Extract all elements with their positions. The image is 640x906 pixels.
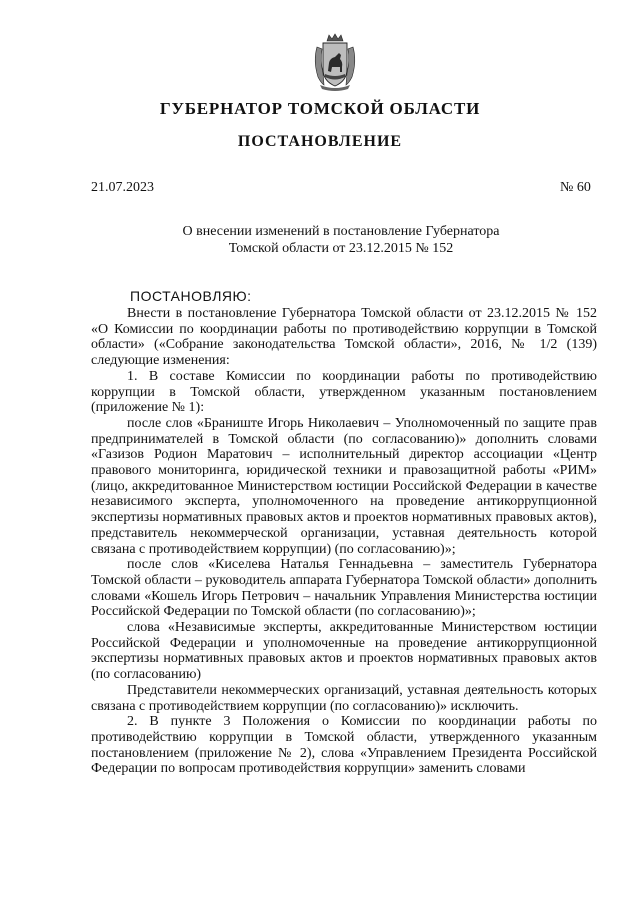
document-body — [91, 306, 597, 777]
subject-line: Томской области от 23.12.2015 № 152 — [228, 241, 454, 256]
subject-line: О внесении изменений в постановление Губернатора — [182, 224, 500, 239]
document-number: № 60 — [560, 180, 591, 195]
coat-of-arms-icon — [312, 33, 358, 91]
paragraph: Внести в постановление Губернатора Томской области от 23.12.2015 № 152 «О Комиссии по координации работы по противодействию коррупции в Томской области» («Собрание законодательства Томской области», 2016, № 1/2 (139) следующие изменения: — [91, 306, 597, 369]
paragraph: после слов «Киселева Наталья Геннадьевна – заместитель Губернатора Томской области – руководитель аппарата Губернатора Томской области» дополнить словами «Кошель Игорь Петрович – начальник Управления Министерства юстиции Российской Федерации по Томской области (по согласованию)»; — [91, 557, 597, 620]
document-subject — [91, 223, 591, 257]
paragraph: 2. В пункте 3 Положения о Комиссии по координации работы по противодействию коррупции в Томской области, утвержденного указанным постановлением (приложение № 2), слова «Управлением Президента Российской Федерации по вопросам противодействия коррупции» заменить словами — [91, 714, 597, 777]
paragraph: после слов «Браниште Игорь Николаевич – Уполномоченный по защите прав предпринимателей в Томской области (по согласованию)» дополнить словами «Газизов Родион Маратович – исполнительный директор ассоциации «Центр правового мониторинга, юридической техники и правозащитной работы «РИМ» (лицо, аккредитованное Министерством юстиции Российской Федерации в качестве независимого эксперта, уполномоченного на проведение антикоррупционной экспертизы нормативных правовых актов и проектов нормативных правовых актов), представитель некоммерческой организации, уставная деятельность которой связана с противодействием коррупции) (по согласованию)»; — [91, 415, 597, 557]
paragraph: Представители некоммерческих организаций, уставная деятельность которых связана с противодействием коррупции (по согласованию)» исключить. — [91, 682, 597, 714]
decree-word: ПОСТАНОВЛЯЮ: — [130, 288, 252, 304]
governor-heading: ГУБЕРНАТОР ТОМСКОЙ ОБЛАСТИ — [159, 99, 481, 118]
paragraph: слова «Независимые эксперты, аккредитованные Министерством юстиции Российской Федерации и уполномоченные на проведение антикоррупционной экспертизы нормативных правовых актов и проектов нормативных правовых актов (по согласованию) — [91, 620, 597, 683]
document-date: 21.07.2023 — [91, 180, 154, 195]
paragraph: 1. В составе Комиссии по координации работы по противодействию коррупции в Томской области, утвержденном указанным постановлением (приложение № 1): — [91, 368, 597, 416]
document-type-heading: ПОСТАНОВЛЕНИЕ — [237, 133, 403, 150]
